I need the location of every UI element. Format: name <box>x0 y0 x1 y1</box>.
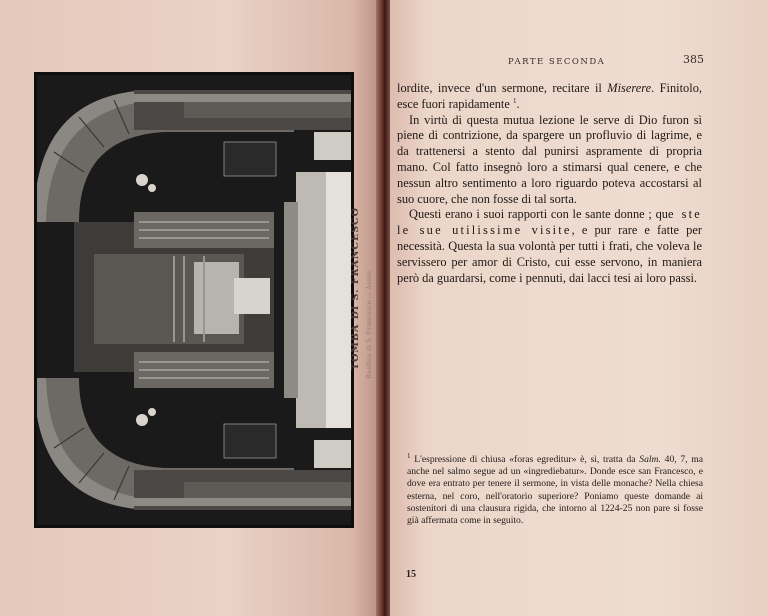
paragraph-1 <box>397 81 702 113</box>
footnote-text-a: L'espressione di chiusa «foras egreditur» è, sì, tratta da <box>414 454 636 465</box>
paragraph-3-after: , e pur rare e fatte per necessità. Questa la sua volontà per tutti i frati, che voleva le servissero per amor di Cristo, cui esse servono, in maniera però da guardarsi, come i pennuti, dai lacci tesi ai loro passi. <box>397 223 702 285</box>
paragraph-3-before: Questi erano i suoi rapporti con le sante donne ; qu <box>409 207 668 222</box>
tomb-photograph-drawing <box>34 72 354 528</box>
body-text <box>397 81 702 286</box>
page-number: 385 <box>683 53 704 66</box>
tomb-photograph <box>34 72 354 528</box>
footnote-text-b: 40, 7, ma anche nel salmo segue ad un «ingrediebatur». Donde esce san Francesco, e dove era entrato per tenere il sermone, in vista delle monache? Nella chiesa esterna, nel coro, nell'oratorio superiore? Poniamo queste domande ai sostenitori di una clausura rigida, che intorno al 1224-25 non pare si fosse già affermata come in seguito. <box>407 454 704 527</box>
paragraph-3 <box>397 207 702 286</box>
plate-caption-subtitle: Basilica di S. Francesco — Assisi <box>365 271 373 380</box>
plate-caption-title: TOMBA DI S. FRANCESCO <box>350 207 361 370</box>
paragraph-1-end: . <box>516 96 520 111</box>
footnote-reference[interactable]: 1 <box>512 96 517 105</box>
footnote-number: 1 <box>407 451 411 460</box>
paragraph-1-before: lordite, invece d'un sermone, recitare il <box>397 81 602 95</box>
footnote <box>407 451 704 527</box>
paragraph-1-after: . Finitolo, esce fuori rapidamente <box>397 81 702 111</box>
running-head: PARTE SECONDA <box>508 57 606 67</box>
paragraph-3-spaced: e ste le sue utilissime visite <box>397 207 702 238</box>
footnote-italic: Salm. <box>639 454 661 465</box>
signature-mark: 15 <box>406 569 416 580</box>
paragraph-2: In virtù di questa mutua lezione le serve di Dio furon sì piene di contrizione, da spargere un profluvio di lagrime, e da trattenersi a stento dal punirsi aspramente di propria mano. Col fatto insegnò loro a stimarsi qual cenere, e che nessun altro sentimento a loro riguardo poteva accostarsi al suo cuore, che non fosse di tal sorta. <box>397 112 702 206</box>
paragraph-1-italic: Miserere <box>607 81 652 95</box>
